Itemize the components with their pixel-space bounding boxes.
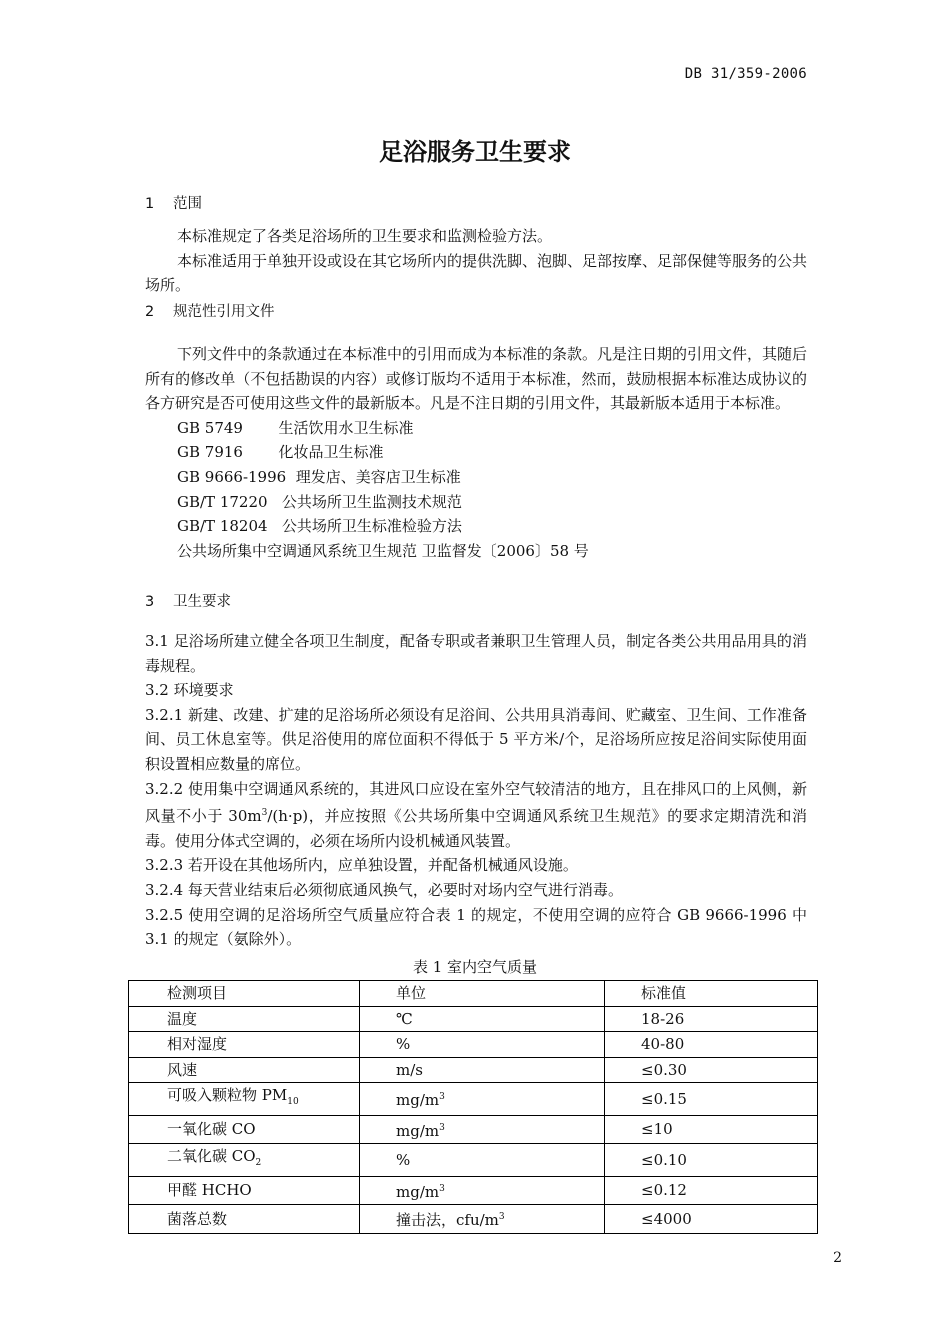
reference-name: 公共场所卫生标准检验方法 — [281, 517, 462, 536]
superscript: 3 — [439, 1092, 445, 1102]
cell-unit — [360, 1205, 605, 1234]
clause-3-2-2 — [145, 777, 807, 854]
paragraph: 下列文件中的条款通过在本标准中的引用而成为本标准的条款。凡是注日期的引用文件，其随后所有的修改单（不包括勘误的内容）或修订版均不适用于本标准，然而，鼓励根据本标准达成协议的各方研究是否可使用这些文件的最新版本。凡是不注日期的引用文件，其最新版本适用于本标准。 — [145, 345, 808, 413]
reference-code: GB/T 18204 — [177, 517, 268, 536]
cell-text: mg/m — [396, 1121, 440, 1140]
table-row — [129, 1115, 818, 1144]
reference-item — [145, 465, 807, 490]
cell-unit — [360, 1115, 605, 1144]
section-heading — [145, 300, 807, 324]
clause-3-2-1: 3.2.1 新建、改建、扩建的足浴场所必须设有足浴间、公共用具消毒间、贮藏室、卫生间、工作准备间、员工休息室等。供足浴使用的席位面积不得低于 5 平方米/个，足浴场所应按足浴间实际使用面积设置相应数量的席位。 — [145, 705, 807, 773]
clause-3-1: 3.1 足浴场所建立健全各项卫生制度，配备专职或者兼职卫生管理人员，制定各类公共用品用具的消毒规程。 — [145, 632, 807, 675]
cell-item — [129, 1057, 360, 1083]
superscript: 3 — [498, 1212, 505, 1222]
reference-name: 理发店、美容店卫生标准 — [295, 467, 461, 486]
section-number: 1 — [145, 196, 155, 212]
clause-3-2-4: 3.2.4 每天营业结束后必须彻底通风换气，必要时对场内空气进行消毒。 — [145, 880, 623, 899]
header-cell: 单位 — [360, 981, 605, 1007]
cell-text: 一氧化碳 CO — [167, 1120, 256, 1138]
cell-value: ≤0.10 — [605, 1144, 818, 1177]
page-number: 2 — [833, 1250, 842, 1266]
cell-text: 二氧化碳 CO — [167, 1147, 256, 1165]
header-cell: 检测项目 — [129, 981, 360, 1007]
paragraph: 本标准适用于单独开设或设在其它场所内的提供洗脚、泡脚、足部按摩、足部保健等服务的公共场所。 — [145, 251, 808, 295]
section-title: 范围 — [173, 196, 202, 212]
section-heading — [145, 192, 807, 216]
superscript: 3 — [261, 808, 268, 819]
cell-text: 甲醛 HCHO — [167, 1181, 252, 1199]
cell-text: mg/m — [396, 1182, 440, 1201]
cell-text: m/s — [396, 1060, 423, 1079]
superscript: 3 — [439, 1183, 445, 1194]
cell-item — [129, 1205, 360, 1234]
superscript: 3 — [439, 1122, 445, 1133]
cell-unit — [360, 1176, 605, 1205]
reference-item — [145, 490, 807, 515]
cell-value: 18-26 — [605, 1006, 818, 1032]
reference-item: 公共场所集中空调通风系统卫生规范 卫监督发〔2006〕58 号 — [177, 541, 589, 560]
section-heading — [145, 590, 807, 614]
cell-item — [129, 1006, 360, 1032]
document-number: DB 31/359-2006 — [684, 66, 807, 82]
cell-text: 风速 — [167, 1060, 198, 1079]
cell-text: 温度 — [167, 1009, 198, 1028]
table-row — [129, 1205, 818, 1234]
reference-code: GB 7916 — [177, 443, 243, 462]
table-row — [129, 1083, 818, 1116]
reference-code: GB 5749 — [177, 418, 243, 437]
cell-text: % — [396, 1035, 411, 1053]
section-number: 3 — [145, 594, 155, 610]
cell-value: ≤10 — [605, 1115, 818, 1144]
reference-item — [145, 416, 807, 441]
cell-text: % — [396, 1150, 411, 1169]
cell-item — [129, 1032, 360, 1058]
cell-value: 40-80 — [605, 1032, 818, 1058]
air-quality-table — [128, 980, 818, 1234]
section-3 — [145, 590, 807, 952]
table-row — [129, 1032, 818, 1058]
cell-item — [129, 1176, 360, 1205]
reference-item — [145, 514, 807, 539]
paragraph: 本标准规定了各类足浴场所的卫生要求和监测检验方法。 — [177, 227, 553, 245]
section-1 — [145, 192, 807, 298]
cell-text: 相对湿度 — [167, 1035, 228, 1053]
clause-text: /(h·p)，并应按照《公共场所集中空调通风系统卫生规范》的要求定期清洗和消毒。使用分体式空调的，必须在场所内设机械通风装置。 — [145, 807, 807, 850]
reference-name: 公共场所卫生监测技术规范 — [281, 492, 462, 511]
cell-unit — [360, 1032, 605, 1058]
cell-value: ≤0.30 — [605, 1057, 818, 1083]
table-caption: 表 1 室内空气质量 — [412, 958, 538, 976]
document-title: 足浴服务卫生要求 — [379, 138, 571, 166]
section-title: 规范性引用文件 — [173, 304, 275, 320]
table-row — [129, 1176, 818, 1205]
cell-unit — [360, 1057, 605, 1083]
cell-unit — [360, 1006, 605, 1032]
cell-unit — [360, 1083, 605, 1116]
cell-value: ≤4000 — [605, 1205, 818, 1234]
header-cell: 标准值 — [605, 981, 818, 1007]
cell-text: 菌落总数 — [167, 1209, 228, 1228]
table-row — [129, 1144, 818, 1177]
clause-3-2-3: 3.2.3 若开设在其他场所内，应单独设置，并配备机械通风设施。 — [145, 856, 578, 875]
table-row — [129, 1006, 818, 1032]
section-2 — [145, 300, 807, 563]
cell-item — [129, 1115, 360, 1144]
cell-value: ≤0.12 — [605, 1176, 818, 1205]
cell-text: 可吸入颗粒物 PM — [167, 1086, 288, 1104]
reference-name: 化妆品卫生标准 — [278, 443, 384, 462]
cell-item — [129, 1083, 360, 1116]
reference-item — [145, 440, 807, 465]
table-header-row — [129, 981, 818, 1007]
cell-value: ≤0.15 — [605, 1083, 818, 1116]
subscript: 2 — [255, 1158, 262, 1168]
cell-text: ℃ — [396, 1009, 413, 1028]
clause-text: 3.2.2 使用集中空调通风系统的，其进风口应设在室外空气较清洁的地方，且在排风口的上风侧，新风量不小于 30m — [145, 779, 807, 826]
reference-code: GB 9666-1996 — [177, 467, 287, 486]
cell-text: mg/m — [396, 1091, 440, 1109]
cell-item — [129, 1144, 360, 1177]
section-number: 2 — [145, 304, 155, 320]
cell-unit — [360, 1144, 605, 1177]
reference-name: 生活饮用水卫生标准 — [278, 418, 414, 437]
subscript: 10 — [287, 1097, 299, 1107]
cell-text: 撞击法，cfu/m — [396, 1211, 499, 1229]
table-row — [129, 1057, 818, 1083]
clause-3-2-5: 3.2.5 使用空调的足浴场所空气质量应符合表 1 的规定，不使用空调的应符合 GB 9666-1996 中 3.1 的规定（氨除外）。 — [145, 905, 807, 949]
section-title: 卫生要求 — [173, 594, 231, 610]
clause-3-2: 3.2 环境要求 — [145, 681, 234, 700]
reference-code: GB/T 17220 — [177, 492, 268, 511]
